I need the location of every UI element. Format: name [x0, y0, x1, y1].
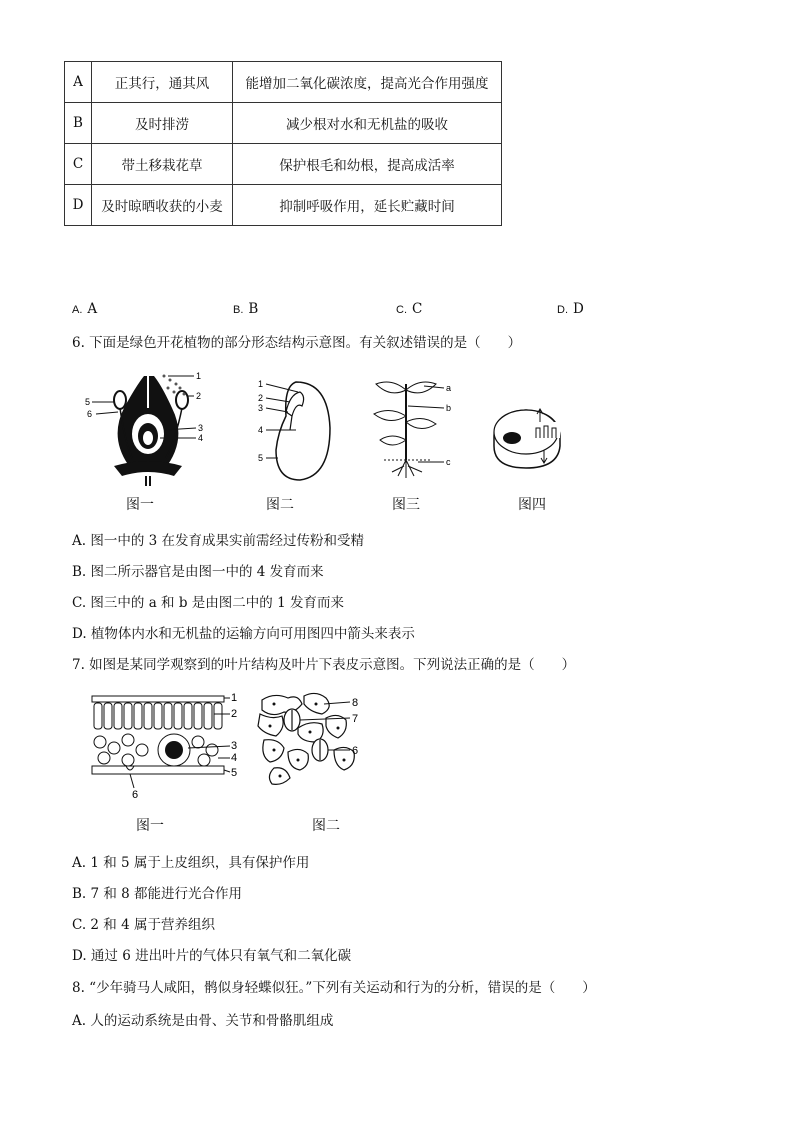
q5-choice-a[interactable]: A. A — [72, 301, 98, 317]
row-action: 正其行，通其风 — [92, 62, 233, 103]
q6-figure-4 — [488, 402, 568, 472]
q7-option-b[interactable]: B. 7 和 8 都能进行光合作用 — [72, 886, 243, 902]
row-reason: 能增加二氧化碳浓度，提高光合作用强度 — [233, 62, 502, 103]
q7-fig1-label: 5 — [231, 767, 238, 779]
fig2-label: 1 — [258, 379, 264, 389]
q5-choice-b[interactable]: B. B — [233, 301, 259, 317]
q6-caption-4: 图四 — [518, 497, 546, 513]
fig1-label: 1 — [196, 371, 202, 381]
q7-caption-2: 图二 — [312, 818, 340, 834]
q7-fig1-label: 4 — [231, 752, 238, 764]
q7-fig1-label: 1 — [231, 692, 238, 704]
row-action: 带土移栽花草 — [92, 144, 233, 185]
q5-choice-c[interactable]: C. C — [396, 301, 423, 317]
q6-option-c[interactable]: C. 图三中的 a 和 b 是由图二中的 1 发育而来 — [72, 595, 344, 611]
fig2-label: 2 — [258, 393, 264, 403]
fig3-label: c — [446, 457, 451, 467]
q7-option-a[interactable]: A. 1 和 5 属于上皮组织，具有保护作用 — [72, 855, 310, 871]
q7-figure-2 — [254, 690, 374, 790]
q7-option-d[interactable]: D. 通过 6 进出叶片的气体只有氧气和二氧化碳 — [72, 948, 352, 964]
q6-option-d[interactable]: D. 植物体内水和无机盐的运输方向可用图四中箭头来表示 — [72, 626, 415, 642]
q7-figure-1 — [88, 690, 246, 800]
q7-option-c[interactable]: C. 2 和 4 属于营养组织 — [72, 917, 215, 933]
row-key: C — [65, 144, 92, 185]
q6-figure-1 — [84, 368, 216, 488]
q7-fig2-label: 8 — [352, 697, 359, 709]
fig1-label: 4 — [198, 433, 204, 443]
row-reason: 保护根毛和幼根，提高成活率 — [233, 144, 502, 185]
q6-caption-3: 图三 — [392, 497, 420, 513]
table-row — [65, 144, 502, 185]
fig3-label: a — [446, 383, 452, 393]
q7-fig1-label: 6 — [132, 789, 139, 800]
q5-choice-d[interactable]: D. D — [557, 301, 584, 317]
fig2-label: 5 — [258, 453, 264, 463]
answer-table — [64, 61, 502, 226]
row-action: 及时排涝 — [92, 103, 233, 144]
fig3-label: b — [446, 403, 452, 413]
table-row — [65, 62, 502, 103]
row-key: A — [65, 62, 92, 103]
q6-figure-2 — [256, 372, 336, 488]
q8-stem: 8. “少年骑马人咸阳，鹘似身轻蝶似狂。”下列有关运动和行为的分析，错误的是（ ） — [72, 980, 596, 996]
q6-figure-3 — [368, 376, 460, 480]
fig2-label: 3 — [258, 403, 264, 413]
fig1-label: 6 — [87, 409, 93, 419]
fig1-label: 2 — [196, 391, 202, 401]
q6-caption-2: 图二 — [266, 497, 294, 513]
q7-fig2-label: 7 — [352, 713, 359, 725]
q7-stem: 7. 如图是某同学观察到的叶片结构及叶片下表皮示意图。下列说法正确的是（ ） — [72, 657, 576, 673]
q7-fig1-label: 3 — [231, 740, 238, 752]
q6-caption-1: 图一 — [126, 497, 154, 513]
q7-fig2-label: 6 — [352, 745, 359, 757]
q6-stem: 6. 下面是绿色开花植物的部分形态结构示意图。有关叙述错误的是（ ） — [72, 335, 522, 351]
q7-caption-1: 图一 — [136, 818, 164, 834]
q6-option-b[interactable]: B. 图二所示器官是由图一中的 4 发育而来 — [72, 564, 324, 580]
q8-option-a[interactable]: A. 人的运动系统是由骨、关节和骨骼肌组成 — [72, 1013, 334, 1029]
q7-fig1-label: 2 — [231, 708, 238, 720]
row-key: B — [65, 103, 92, 144]
fig1-label: 3 — [198, 423, 204, 433]
q6-option-a[interactable]: A. 图一中的 3 在发育成果实前需经过传粉和受精 — [72, 533, 365, 549]
fig1-label: 5 — [85, 397, 91, 407]
fig2-label: 4 — [258, 425, 264, 435]
row-reason: 抑制呼吸作用，延长贮藏时间 — [233, 185, 502, 226]
row-key: D — [65, 185, 92, 226]
row-reason: 减少根对水和无机盐的吸收 — [233, 103, 502, 144]
table-row — [65, 103, 502, 144]
row-action: 及时晾晒收获的小麦 — [92, 185, 233, 226]
table-row — [65, 185, 502, 226]
